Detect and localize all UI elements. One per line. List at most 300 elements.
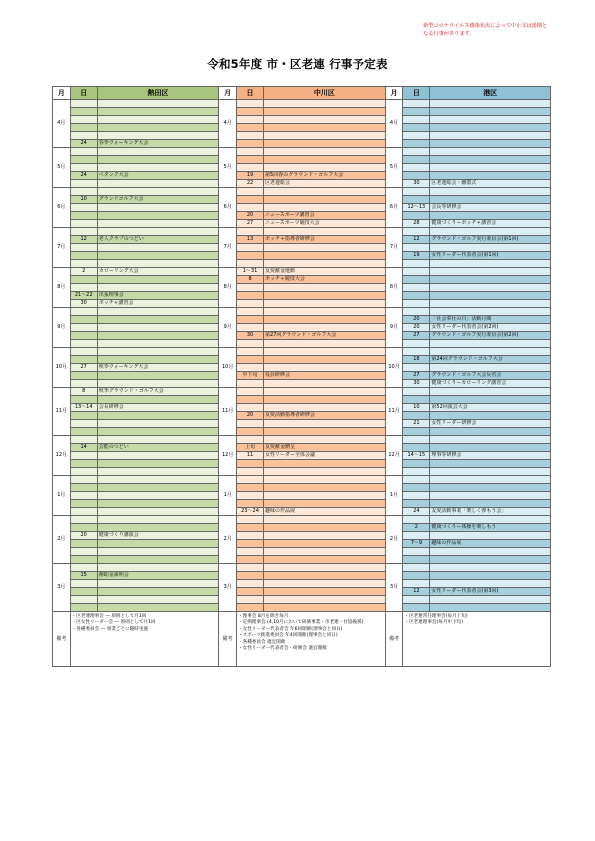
minato-event-cell — [430, 100, 551, 108]
minato-day-cell: 14～15 — [403, 452, 430, 460]
month-cell: 10月 — [385, 348, 403, 388]
table-row — [53, 308, 551, 316]
nakagawa-event-cell: 友愛献金運動 — [264, 268, 386, 276]
nakagawa-event-cell — [264, 204, 386, 212]
bikou-label: 備考 — [219, 612, 237, 667]
nakagawa-day-cell — [237, 388, 264, 396]
table-row — [53, 284, 551, 292]
nakagawa-event-cell: ニュースポーツ講習会 — [264, 212, 386, 220]
month-cell: 9月 — [385, 308, 403, 348]
bikou-line: ・理事会 8月を除き毎月 — [238, 614, 289, 619]
atsuta-event-cell — [97, 356, 219, 364]
atsuta-event-cell — [97, 212, 219, 220]
minato-day-cell — [403, 308, 430, 316]
nakagawa-event-cell — [264, 196, 386, 204]
bikou-line: ・定例理事会 (4,10月において研修事業・市老連・社協後援) — [238, 620, 364, 626]
table-row — [53, 564, 551, 572]
page-title: 令和5年度 市・区老連 行事予定表 — [207, 57, 388, 71]
atsuta-day-cell — [70, 260, 97, 268]
minato-day-cell: 10 — [403, 404, 430, 412]
minato-day-cell — [403, 156, 430, 164]
atsuta-day-cell — [70, 316, 97, 324]
atsuta-event-cell: カローリング大会 — [97, 268, 219, 276]
table-row — [53, 212, 551, 220]
minato-event-cell — [430, 196, 551, 204]
table-row — [53, 428, 551, 436]
atsuta-event-cell — [97, 252, 219, 260]
table-row — [53, 244, 551, 252]
table-row — [53, 580, 551, 588]
nakagawa-event-cell — [264, 476, 386, 484]
minato-day-cell — [403, 244, 430, 252]
minato-event-cell — [430, 116, 551, 124]
nakagawa-day-cell — [237, 484, 264, 492]
month-cell: 6月 — [385, 188, 403, 228]
minato-day-cell — [403, 532, 430, 540]
nakagawa-event-cell — [264, 356, 386, 364]
month-cell: 3月 — [219, 564, 237, 612]
atsuta-event-cell — [97, 460, 219, 468]
atsuta-event-cell — [97, 380, 219, 388]
minato-event-cell — [430, 260, 551, 268]
nakagawa-day-cell — [237, 292, 264, 300]
atsuta-day-cell — [70, 252, 97, 260]
nakagawa-day-cell — [237, 132, 264, 140]
nakagawa-day-cell: 11 — [237, 452, 264, 460]
atsuta-event-cell: 出張理事会 — [97, 292, 219, 300]
nakagawa-event-cell — [264, 404, 386, 412]
table-row — [53, 420, 551, 428]
month-cell: 5月 — [219, 148, 237, 188]
atsuta-day-cell: 27 — [70, 364, 97, 372]
atsuta-day-cell — [70, 356, 97, 364]
bikou-line: ・区老連理事会 ― 原則として月1回 — [71, 614, 147, 619]
table-row — [53, 452, 551, 460]
minato-event-cell — [430, 580, 551, 588]
minato-day-cell: 21 — [403, 420, 430, 428]
atsuta-event-cell: 健康づくり講演会 — [97, 532, 219, 540]
nakagawa-event-cell — [264, 588, 386, 596]
nakagawa-day-cell: 20 — [237, 412, 264, 420]
minato-event-cell — [430, 572, 551, 580]
table-row — [53, 268, 551, 276]
nakagawa-day-cell — [237, 244, 264, 252]
minato-event-cell: グラウンド・ゴルフ実行委員会(第2回) — [430, 332, 551, 340]
minato-event-cell — [430, 388, 551, 396]
header-minato: 港区 — [430, 87, 551, 100]
table-row — [53, 340, 551, 348]
atsuta-day-cell — [70, 116, 97, 124]
atsuta-event-cell — [97, 116, 219, 124]
month-cell: 2月 — [219, 516, 237, 564]
nakagawa-day-cell — [237, 348, 264, 356]
table-row — [53, 436, 551, 444]
atsuta-event-cell — [97, 180, 219, 188]
nakagawa-event-cell — [264, 316, 386, 324]
bikou-atsuta — [70, 612, 219, 667]
nakagawa-day-cell: 中下旬 — [237, 372, 264, 380]
nakagawa-day-cell: 19 — [237, 172, 264, 180]
nakagawa-day-cell — [237, 324, 264, 332]
bikou-line: ・女性リーダー代表者会・研修会 適宜開催 — [238, 646, 327, 652]
table-row — [53, 524, 551, 532]
table-row — [53, 348, 551, 356]
nakagawa-day-cell — [237, 148, 264, 156]
minato-day-cell — [403, 492, 430, 500]
minato-day-cell: 12～13 — [403, 204, 430, 212]
atsuta-event-cell — [97, 204, 219, 212]
atsuta-event-cell — [97, 124, 219, 132]
header-atsuta: 熱田区 — [97, 87, 219, 100]
header-month: 月 — [385, 87, 403, 100]
minato-event-cell — [430, 188, 551, 196]
minato-day-cell: 18 — [403, 356, 430, 364]
month-cell: 1月 — [219, 476, 237, 516]
table-row — [53, 372, 551, 380]
table-row — [53, 604, 551, 612]
table-row — [53, 116, 551, 124]
atsuta-day-cell: 24 — [70, 140, 97, 148]
atsuta-event-cell — [97, 580, 219, 588]
atsuta-event-cell — [97, 276, 219, 284]
header-month: 月 — [219, 87, 237, 100]
minato-event-cell — [430, 292, 551, 300]
atsuta-day-cell: 12 — [70, 236, 97, 244]
atsuta-event-cell — [97, 316, 219, 324]
atsuta-event-cell — [97, 340, 219, 348]
nakagawa-day-cell — [237, 204, 264, 212]
minato-day-cell — [403, 580, 430, 588]
nakagawa-event-cell — [264, 524, 386, 532]
table-row — [53, 532, 551, 540]
bikou-line: ・各種委員会 ― 事業ごとに随時実施 — [71, 626, 149, 632]
atsuta-event-cell — [97, 556, 219, 564]
minato-event-cell — [430, 484, 551, 492]
atsuta-event-cell — [97, 308, 219, 316]
minato-event-cell: 健康づくりーカローリング講習会 — [430, 380, 551, 388]
minato-day-cell: 30 — [403, 180, 430, 188]
header-day: 日 — [70, 87, 97, 100]
atsuta-day-cell — [70, 412, 97, 420]
month-cell: 11月 — [385, 388, 403, 436]
atsuta-day-cell: 24 — [70, 172, 97, 180]
minato-day-cell: 20 — [403, 324, 430, 332]
nakagawa-day-cell — [237, 428, 264, 436]
atsuta-day-cell — [70, 324, 97, 332]
minato-day-cell — [403, 300, 430, 308]
nakagawa-day-cell — [237, 356, 264, 364]
nakagawa-event-cell — [264, 124, 386, 132]
nakagawa-day-cell: 8 — [237, 276, 264, 284]
table-row — [53, 124, 551, 132]
month-cell: 4月 — [219, 100, 237, 148]
minato-event-cell — [430, 532, 551, 540]
atsuta-day-cell — [70, 476, 97, 484]
nakagawa-day-cell — [237, 196, 264, 204]
minato-day-cell — [403, 428, 430, 436]
minato-day-cell — [403, 292, 430, 300]
minato-event-cell — [430, 396, 551, 404]
table-row — [53, 108, 551, 116]
atsuta-event-cell — [97, 396, 219, 404]
atsuta-day-cell: 15 — [70, 572, 97, 580]
nakagawa-event-cell — [264, 548, 386, 556]
minato-event-cell — [430, 444, 551, 452]
table-row — [53, 492, 551, 500]
minato-day-cell: 19 — [403, 252, 430, 260]
nakagawa-day-cell: 上旬 — [237, 444, 264, 452]
bikou-line: ・各種委員会 適宜開催 — [238, 639, 286, 645]
nakagawa-day-cell — [237, 588, 264, 596]
minato-day-cell — [403, 228, 430, 236]
nakagawa-day-cell — [237, 340, 264, 348]
minato-day-cell — [403, 348, 430, 356]
atsuta-day-cell — [70, 492, 97, 500]
minato-day-cell: 20 — [403, 316, 430, 324]
minato-event-cell — [430, 124, 551, 132]
nakagawa-day-cell — [237, 100, 264, 108]
atsuta-day-cell — [70, 228, 97, 236]
atsuta-day-cell — [70, 428, 97, 436]
header-month: 月 — [53, 87, 71, 100]
minato-day-cell — [403, 468, 430, 476]
table-row — [53, 228, 551, 236]
minato-event-cell: 理事等研修会 — [430, 452, 551, 460]
nakagawa-day-cell — [237, 516, 264, 524]
atsuta-day-cell — [70, 452, 97, 460]
minato-day-cell — [403, 260, 430, 268]
minato-event-cell — [430, 460, 551, 468]
nakagawa-event-cell — [264, 260, 386, 268]
table-row — [53, 220, 551, 228]
minato-day-cell — [403, 212, 430, 220]
minato-day-cell — [403, 124, 430, 132]
bikou-row — [53, 612, 551, 667]
nakagawa-day-cell — [237, 260, 264, 268]
atsuta-event-cell — [97, 492, 219, 500]
atsuta-event-cell: 補助金説明会 — [97, 572, 219, 580]
atsuta-event-cell — [97, 148, 219, 156]
minato-event-cell — [430, 244, 551, 252]
atsuta-event-cell: ペタンク大会 — [97, 172, 219, 180]
nakagawa-event-cell: 役員研修会 — [264, 372, 386, 380]
nakagawa-day-cell — [237, 540, 264, 548]
nakagawa-day-cell: 13 — [237, 236, 264, 244]
month-cell: 2月 — [385, 516, 403, 564]
atsuta-event-cell — [97, 348, 219, 356]
atsuta-event-cell — [97, 468, 219, 476]
month-cell: 8月 — [53, 268, 71, 308]
minato-event-cell — [430, 476, 551, 484]
minato-event-cell — [430, 276, 551, 284]
atsuta-event-cell: 秋季グラウンド・ゴルフ大会 — [97, 388, 219, 396]
nakagawa-day-cell: 1～31 — [237, 268, 264, 276]
nakagawa-event-cell — [264, 308, 386, 316]
nakagawa-event-cell: 趣味の作品展 — [264, 508, 386, 516]
minato-day-cell — [403, 436, 430, 444]
nakagawa-day-cell — [237, 492, 264, 500]
month-cell: 8月 — [385, 268, 403, 308]
atsuta-event-cell — [97, 548, 219, 556]
table-row — [53, 356, 551, 364]
nakagawa-day-cell — [237, 156, 264, 164]
nakagawa-event-cell — [264, 532, 386, 540]
atsuta-event-cell — [97, 420, 219, 428]
minato-event-cell — [430, 500, 551, 508]
minato-event-cell — [430, 172, 551, 180]
minato-day-cell — [403, 196, 430, 204]
nakagawa-event-cell: ボッチャ競技大会 — [264, 276, 386, 284]
nakagawa-day-cell — [237, 420, 264, 428]
table-row — [53, 404, 551, 412]
atsuta-day-cell: 13～14 — [70, 404, 97, 412]
atsuta-event-cell — [97, 220, 219, 228]
nakagawa-event-cell — [264, 164, 386, 172]
nakagawa-day-cell — [237, 524, 264, 532]
header-row — [53, 87, 551, 100]
nakagawa-event-cell — [264, 556, 386, 564]
month-cell: 12月 — [385, 436, 403, 476]
minato-day-cell — [403, 564, 430, 572]
nakagawa-event-cell — [264, 292, 386, 300]
nakagawa-event-cell: 女性リーダー全体会議 — [264, 452, 386, 460]
nakagawa-day-cell — [237, 116, 264, 124]
nakagawa-day-cell — [237, 476, 264, 484]
atsuta-day-cell: 21～22 — [70, 292, 97, 300]
minato-day-cell — [403, 596, 430, 604]
minato-day-cell — [403, 460, 430, 468]
atsuta-day-cell — [70, 100, 97, 108]
nakagawa-event-cell — [264, 284, 386, 292]
minato-day-cell: 12 — [403, 236, 430, 244]
nakagawa-event-cell: 友愛活動指導者研修会 — [264, 412, 386, 420]
table-row — [53, 596, 551, 604]
nakagawa-day-cell — [237, 580, 264, 588]
nakagawa-day-cell: 23～24 — [237, 508, 264, 516]
atsuta-event-cell — [97, 428, 219, 436]
table-row — [53, 204, 551, 212]
month-cell: 10月 — [53, 348, 71, 388]
month-cell: 11月 — [219, 388, 237, 436]
minato-event-cell — [430, 340, 551, 348]
nakagawa-event-cell: 第27回グラウンド・ゴルフ大会 — [264, 332, 386, 340]
minato-event-cell — [430, 228, 551, 236]
atsuta-day-cell — [70, 380, 97, 388]
table-row — [53, 500, 551, 508]
nakagawa-day-cell — [237, 532, 264, 540]
atsuta-event-cell — [97, 372, 219, 380]
nakagawa-day-cell — [237, 564, 264, 572]
minato-event-cell — [430, 284, 551, 292]
atsuta-day-cell — [70, 564, 97, 572]
table-row — [53, 276, 551, 284]
atsuta-day-cell — [70, 460, 97, 468]
atsuta-day-cell — [70, 164, 97, 172]
nakagawa-event-cell: 友愛献金贈呈 — [264, 444, 386, 452]
nakagawa-event-cell: ニュースポーツ競技大会 — [264, 220, 386, 228]
nakagawa-event-cell — [264, 252, 386, 260]
atsuta-event-cell — [97, 500, 219, 508]
minato-event-cell: 第52回演芸大会 — [430, 404, 551, 412]
minato-day-cell — [403, 140, 430, 148]
month-cell: 1月 — [385, 476, 403, 516]
atsuta-event-cell — [97, 604, 219, 612]
atsuta-event-cell — [97, 260, 219, 268]
nakagawa-event-cell — [264, 132, 386, 140]
nakagawa-event-cell — [264, 596, 386, 604]
minato-event-cell: 会長等研修会 — [430, 204, 551, 212]
nakagawa-event-cell — [264, 228, 386, 236]
atsuta-event-cell: グランドゴルフ大会 — [97, 196, 219, 204]
minato-event-cell — [430, 436, 551, 444]
nakagawa-day-cell — [237, 436, 264, 444]
nakagawa-day-cell — [237, 284, 264, 292]
table-row — [53, 292, 551, 300]
bikou-line: ・区女性リーダー会 ― 原則として月1回 — [71, 620, 156, 626]
month-cell: 9月 — [53, 308, 71, 348]
atsuta-day-cell — [70, 372, 97, 380]
minato-day-cell — [403, 516, 430, 524]
minato-day-cell: 7～9 — [403, 540, 430, 548]
atsuta-event-cell — [97, 596, 219, 604]
table-row — [53, 364, 551, 372]
nakagawa-event-cell — [264, 300, 386, 308]
minato-event-cell: 女性リーダー研修会 — [430, 420, 551, 428]
minato-day-cell: 27 — [403, 332, 430, 340]
month-cell: 5月 — [53, 148, 71, 188]
minato-event-cell: グラウンド・ゴルフ実行委員会(第1回) — [430, 236, 551, 244]
nakagawa-event-cell — [264, 348, 386, 356]
table-row — [53, 132, 551, 140]
nakagawa-day-cell — [237, 124, 264, 132]
nakagawa-day-cell: 22 — [237, 180, 264, 188]
nakagawa-day-cell — [237, 572, 264, 580]
table-row — [53, 140, 551, 148]
atsuta-day-cell — [70, 348, 97, 356]
nakagawa-event-cell — [264, 460, 386, 468]
atsuta-event-cell — [97, 476, 219, 484]
bikou-line: ・区老連理事会(毎月中下旬) — [404, 620, 464, 626]
minato-event-cell: 区老連総会・離散式 — [430, 180, 551, 188]
nakagawa-day-cell — [237, 380, 264, 388]
atsuta-day-cell — [70, 516, 97, 524]
minato-event-cell: 女性リーダー代表者会(第1回) — [430, 252, 551, 260]
table-row — [53, 172, 551, 180]
atsuta-day-cell — [70, 124, 97, 132]
atsuta-event-cell: ボッチャ講習会 — [97, 300, 219, 308]
nakagawa-event-cell — [264, 580, 386, 588]
table-row — [53, 556, 551, 564]
minato-day-cell — [403, 340, 430, 348]
minato-event-cell — [430, 300, 551, 308]
atsuta-day-cell — [70, 132, 97, 140]
minato-day-cell — [403, 484, 430, 492]
nakagawa-day-cell — [237, 228, 264, 236]
atsuta-event-cell — [97, 524, 219, 532]
atsuta-day-cell — [70, 204, 97, 212]
atsuta-day-cell — [70, 484, 97, 492]
nakagawa-day-cell — [237, 396, 264, 404]
atsuta-day-cell — [70, 596, 97, 604]
nakagawa-day-cell — [237, 556, 264, 564]
table-row — [53, 332, 551, 340]
atsuta-event-cell — [97, 332, 219, 340]
atsuta-event-cell — [97, 156, 219, 164]
atsuta-event-cell — [97, 132, 219, 140]
minato-day-cell: 2 — [403, 524, 430, 532]
table-row — [53, 164, 551, 172]
atsuta-day-cell — [70, 340, 97, 348]
